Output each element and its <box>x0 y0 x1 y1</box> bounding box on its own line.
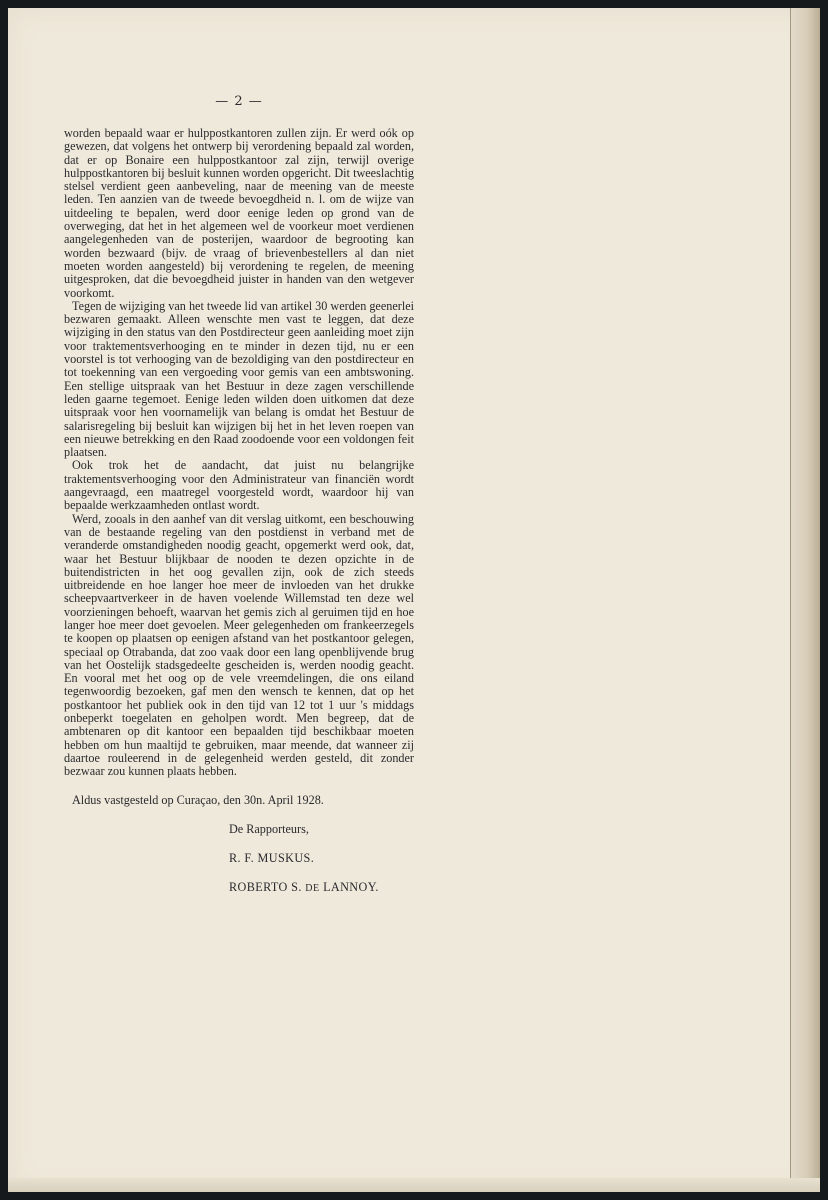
document-body <box>64 94 414 895</box>
signatory-muskus: R. F. MUSKUS. <box>229 850 315 865</box>
document-page <box>8 8 820 1192</box>
signatory-first: ROBERTO S. <box>229 879 302 894</box>
signatory-last: LANNOY. <box>323 879 379 894</box>
signatory-particle: DE <box>305 882 320 894</box>
page-bottom-edge <box>8 1178 820 1192</box>
signatory-de-lannoy <box>229 880 414 895</box>
paragraph-3: Ook trok het de aandacht, dat juist nu belangrijke traktementsverhooging voor den Administrateur van financiën wordt aangevraagd, een maatregel voorgesteld wordt, waardoor hij van bepaalde werkzaamheden ontlast wordt. <box>64 458 414 513</box>
closing-statement: Aldus vastgesteld op Curaçao, den 30n. April 1928. <box>72 792 324 807</box>
rapporteurs-label: De Rapporteurs, <box>229 821 309 836</box>
paragraph-1: worden bepaald waar er hulppostkantoren zullen zijn. Er werd oók op gewezen, dat volgens het ontwerp bij verordening bepaald zal worden, dat er op Bonaire een hulppostkantoor zal zijn, terwijl overige hulppostkantoren bij besluit kunnen worden opgericht. Dit tweeslachtig stelsel verdient geen aanbeveling, naar de meening van de meeste leden. Ten aanzien van de tweede bevoegdheid n. l. om de wijze van uitdeeling te bepalen, werd door eenige leden op grond van de overweging, dat het in het algemeen wel de voorkeur moet verdienen aangelegenheden van de posterijen, waardoor de begrooting kan worden bezwaard (bijv. de vraag of brievenbestellers al dan niet moeten worden aangesteld) bij verordening te regelen, de meening uitgesproken, dat die bevoegdheid juister in handen van den wetgever voorkomt. <box>64 126 414 300</box>
paragraph-4: Werd, zooals in den aanhef van dit verslag uitkomt, een beschouwing van de bestaande regeling van den postdienst in verband met de veranderde omstandigheden noodig geacht, opgemerkt werd ook, dat, waar het Bestuur blijkbaar de nooden te dezen opzichte in de buitendistricten in het oog gevallen zijn, ook de zich steeds uitbreidende en hoe langer hoe meer de invloeden van het drukke scheepvaartverkeer in de haven voelende Willemstad ten deze wel voorzieningen behoeft, waarvan het gemis zich al geruimen tijd en hoe langer hoe meer doet gevoelen. Meer gelegenheden om frankeerzegels te koopen op plaatsen op eenigen afstand van het postkantoor gelegen, speciaal op Otrabanda, dat zoo vaak door een lang openblijvende brug van het Oostelijk stadsgedeelte gescheiden is, werden noodig geacht. En vooral met het oog op de vele vreemdelingen, die ons eiland tegenwoordig bezoeken, gaf men den wensch te kennen, dat op het postkantoor het publiek ook in den tijd van 12 tot 1 uur 's middags onbeperkt toegelaten en geholpen wordt. Men begreep, dat de ambtenaren op dit kantoor een bepaalden tijd beschikbaar moeten hebben om hun maaltijd te gebruiken, maar meende, dat wanneer zij daartoe rouleerend in de gelegenheid werden gesteld, dit zonder bezwaar zou kunnen plaats hebben. <box>64 511 414 779</box>
paragraph-2: Tegen de wijziging van het tweede lid van artikel 30 werden geenerlei bezwaren gemaakt. Alleen wenschte men vast te leggen, dat deze wijziging in den status van den Postdirecteur geen aanleiding moet zijn voor traktementsverhooging en te minder in dezen tijd, nu er een voorstel is tot verhooging van de bezoldiging van den postdirecteur en tot toekenning van een vergoeding voor gemis van een ambtswoning. Een stellige uitspraak van het Bestuur in deze zagen verschillende leden gaarne tegemoet. Eenige leden wilden doen uitkomen dat deze uitspraak voor hen voornamelijk van belang is omdat het Bestuur de salarisregeling bij besluit kan wijzigen bij het in het leven roepen van een nieuwe betrekking en den Raad zoodoende voor een voldongen feit plaatsen. <box>64 298 414 460</box>
page-right-edge <box>790 8 820 1192</box>
page-number: — 2 — <box>215 94 263 109</box>
